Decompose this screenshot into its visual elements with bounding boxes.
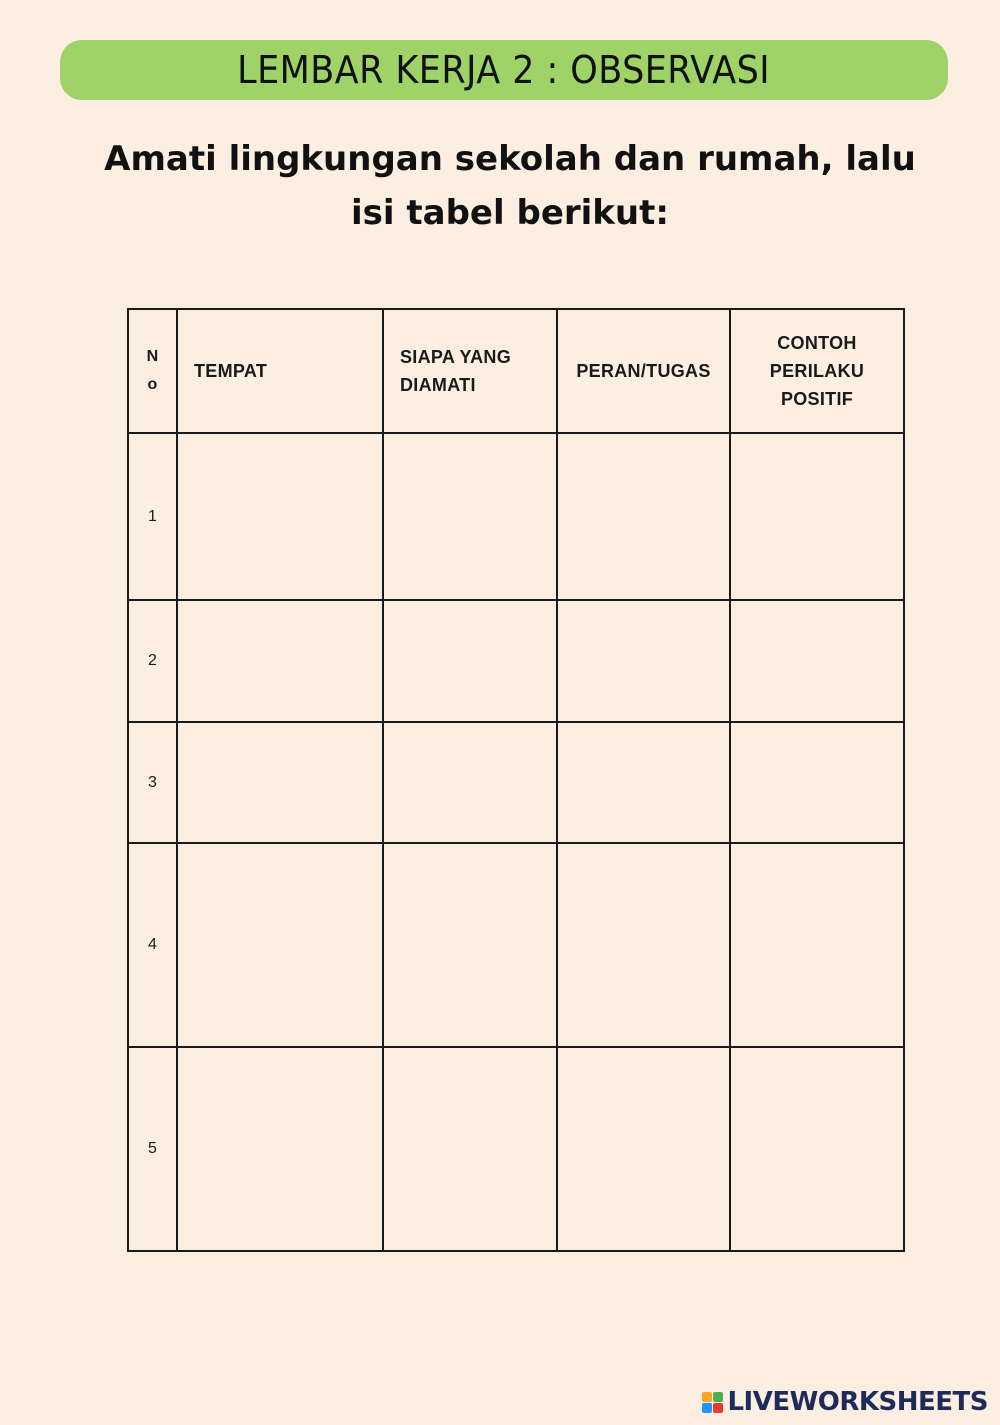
cell-peran[interactable] <box>557 843 730 1047</box>
cell-peran[interactable] <box>557 1047 730 1251</box>
header-peran: PERAN/TUGAS <box>557 309 730 433</box>
cell-contoh[interactable] <box>730 433 904 600</box>
cell-siapa[interactable] <box>383 433 557 600</box>
liveworksheets-logo <box>702 1387 988 1417</box>
cell-contoh[interactable] <box>730 722 904 843</box>
header-tempat: TEMPAT <box>177 309 383 433</box>
cell-siapa[interactable] <box>383 843 557 1047</box>
row-number: 5 <box>128 1047 177 1251</box>
table-row <box>128 722 904 843</box>
row-number: 3 <box>128 722 177 843</box>
cell-tempat[interactable] <box>177 433 383 600</box>
row-number: 4 <box>128 843 177 1047</box>
cell-contoh[interactable] <box>730 600 904 722</box>
cell-peran[interactable] <box>557 600 730 722</box>
page-title: LEMBAR KERJA 2 : OBSERVASI <box>237 48 771 92</box>
table-row <box>128 843 904 1047</box>
row-number: 1 <box>128 433 177 600</box>
instruction-line-1: Amati lingkungan sekolah dan rumah, lalu <box>104 139 916 179</box>
header-siapa: SIAPA YANG DIAMATI <box>383 309 557 433</box>
cell-contoh[interactable] <box>730 1047 904 1251</box>
cell-peran[interactable] <box>557 722 730 843</box>
header-contoh: CONTOH PERILAKU POSITIF <box>730 309 904 433</box>
cell-siapa[interactable] <box>383 1047 557 1251</box>
cell-tempat[interactable] <box>177 600 383 722</box>
observation-table <box>127 308 905 1252</box>
brand-name: LIVEWORKSHEETS <box>727 1387 988 1417</box>
cell-contoh[interactable] <box>730 843 904 1047</box>
liveworksheets-grid-icon <box>702 1392 723 1413</box>
instruction-text <box>80 132 940 240</box>
cell-siapa[interactable] <box>383 722 557 843</box>
instruction-line-2: isi tabel berikut: <box>351 193 669 233</box>
header-no: No <box>128 309 177 433</box>
table-row <box>128 1047 904 1251</box>
cell-tempat[interactable] <box>177 843 383 1047</box>
header-row <box>128 309 904 433</box>
cell-peran[interactable] <box>557 433 730 600</box>
table-row <box>128 433 904 600</box>
cell-tempat[interactable] <box>177 1047 383 1251</box>
row-number: 2 <box>128 600 177 722</box>
table-row <box>128 600 904 722</box>
cell-tempat[interactable] <box>177 722 383 843</box>
title-banner <box>60 40 948 100</box>
cell-siapa[interactable] <box>383 600 557 722</box>
